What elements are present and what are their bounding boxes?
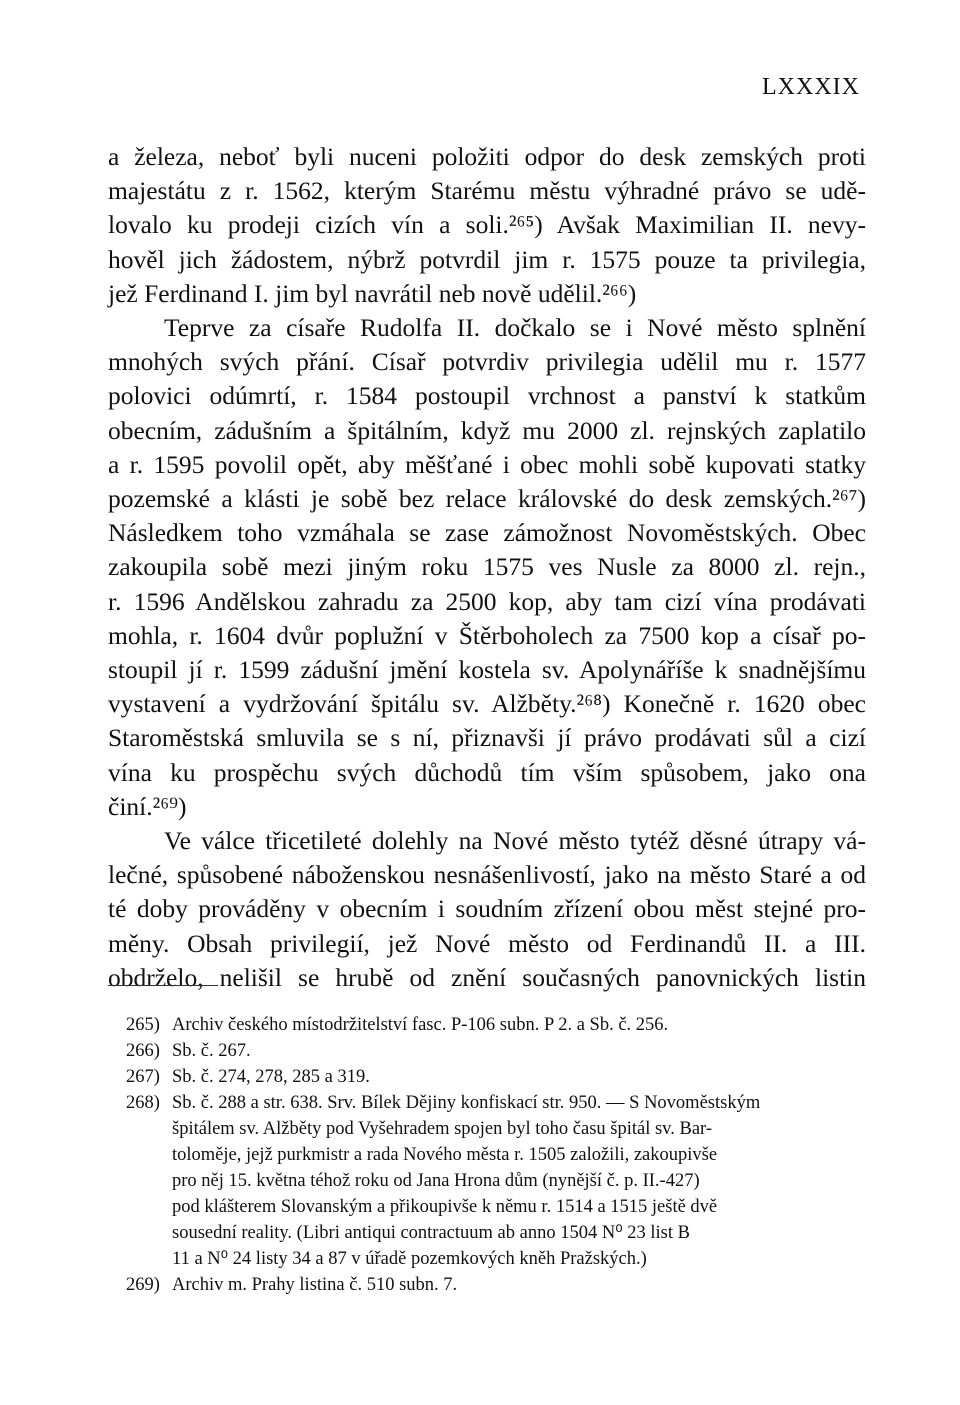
footnotes — [126, 1012, 866, 1298]
text-line: Staroměstská smluvila se s ní, přiznavši jí právo prodávati sůl a cizí — [108, 723, 866, 753]
footnote-marker: 269) — [126, 1275, 160, 1295]
body-text — [108, 140, 866, 995]
footnote-269 — [126, 1272, 866, 1298]
footnote-265 — [126, 1012, 866, 1038]
text-line: vína ku prospěchu svých důchodů tím vším spůsobem, jako ona — [108, 757, 866, 787]
text-line: mohla, r. 1604 dvůr poplužní v Štěrboholech za 7500 kop a císař po- — [108, 620, 866, 650]
footnote-line: Sb. č. 274, 278, 285 a 319. — [172, 1067, 370, 1087]
text-line: a železa, neboť byli nuceni položiti odpor do desk zemských proti — [108, 142, 866, 171]
text-line: Následkem toho vzmáhala se zase zámožnost Novoměstských. Obec — [108, 518, 866, 548]
text-line: stoupil jí r. 1599 zádušní jmění kostela sv. Apolynáříše k snadnějšímu — [108, 655, 866, 685]
text-line: obecním, zádušním a špitálním, když mu 2000 zl. rejnských zaplatilo — [108, 415, 866, 445]
text-line: mnohých svých přání. Císař potvrdiv privilegia udělil mu r. 1577 — [108, 347, 866, 377]
text-line: měny. Obsah privilegií, jež Nové město od Ferdinandů II. a III. — [108, 928, 866, 958]
footnote-268 — [126, 1090, 866, 1272]
footnote-line: Archiv českého místodržitelství fasc. P-106 subn. P 2. a Sb. č. 256. — [172, 1015, 669, 1035]
footnote-line: sousední reality. (Libri antiqui contractuum ab anno 1504 N⁰ 23 list B — [172, 1223, 690, 1243]
text-line: lečné, spůsobené náboženskou nesnášenlivostí, jako na město Staré a od — [108, 860, 866, 890]
text-line: Teprve za císaře Rudolfa II. dočkalo se i Nové město splnění — [164, 313, 866, 343]
text-line: té doby prováděny v obecním i soudním zřízení obou měst stejné pro- — [108, 894, 866, 924]
footnote-divider — [108, 985, 218, 986]
text-line: vystavení a vydržování špitálu sv. Alžběty.²⁶⁸) Konečně r. 1620 obec — [108, 689, 866, 719]
text-line: Ve válce třicetileté dolehly na Nové město tytéž děsné útrapy vá- — [164, 826, 866, 856]
text-line: hověl jich žádostem, nýbrž potvrdil jim r. 1575 pouze ta privilegia, — [108, 244, 866, 274]
footnote-marker: 268) — [126, 1093, 160, 1113]
text-line: obdrželo, nelišil se hrubě od znění současných panovnických listin — [108, 962, 866, 992]
footnote-marker: 266) — [126, 1041, 160, 1061]
footnote-line: 11 a N⁰ 24 listy 34 a 87 v úřadě pozemkových kněh Pražských.) — [172, 1249, 647, 1269]
footnote-line: Sb. č. 288 a str. 638. Srv. Bílek Dějiny konfiskací str. 950. — S Novoměstským — [172, 1093, 761, 1113]
footnote-line: pod klášterem Slovanským a přikoupivše k němu r. 1514 a 1515 ještě dvě — [172, 1197, 718, 1217]
text-line: pozemské a klásti je sobě bez relace královské do desk zemských.²⁶⁷) — [108, 484, 866, 514]
footnote-267 — [126, 1064, 866, 1090]
footnote-line: špitálem sv. Alžběty pod Vyšehradem spojen byl toho času špitál sv. Bar- — [172, 1119, 712, 1139]
text-line: majestátu z r. 1562, kterým Starému městu výhradné právo se udě- — [108, 176, 866, 206]
text-line: zakoupila sobě mezi jiným roku 1575 ves Nusle za 8000 zl. rejn., — [108, 552, 866, 582]
footnote-266 — [126, 1038, 866, 1064]
footnote-marker: 267) — [126, 1067, 160, 1087]
page-number: LXXXIX — [762, 74, 860, 100]
footnote-line: pro něj 15. května téhož roku od Jana Hrona dům (nynější č. p. II.-427) — [172, 1171, 700, 1191]
text-line: a r. 1595 povolil opět, aby měšťané i obec mohli sobě kupovati statky — [108, 449, 866, 479]
text-line: lovalo ku prodeji cizích vín a soli.²⁶⁵) Avšak Maximilian II. nevy- — [108, 210, 866, 240]
text-line: činí.²⁶⁹) — [108, 791, 187, 821]
footnote-line: Sb. č. 267. — [172, 1041, 251, 1061]
text-line: polovici odúmrtí, r. 1584 postoupil vrchnost a panství k statkům — [108, 381, 866, 411]
footnote-line: Archiv m. Prahy listina č. 510 subn. 7. — [172, 1275, 458, 1295]
footnote-line: toloměje, jejž purkmistr a rada Nového města r. 1505 založili, zakoupivše — [172, 1145, 718, 1165]
text-line: jež Ferdinand I. jim byl navrátil neb nově udělil.²⁶⁶) — [108, 278, 637, 308]
footnote-marker: 265) — [126, 1015, 160, 1035]
text-line: r. 1596 Andělskou zahradu za 2500 kop, aby tam cizí vína prodávati — [108, 586, 866, 616]
